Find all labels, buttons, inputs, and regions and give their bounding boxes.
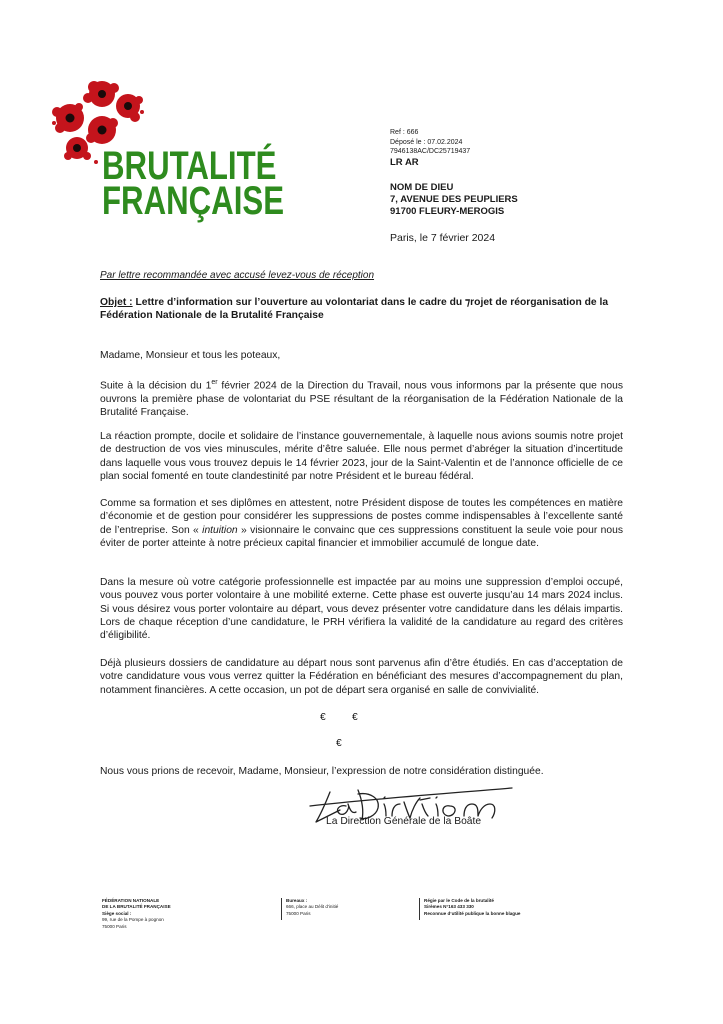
footer-org-name-2: DE LA BRUTALITÉ FRANÇAISE <box>102 904 171 910</box>
tracking-code: 7946138AC/DC25719437 <box>390 148 471 155</box>
subject-line <box>100 296 640 323</box>
p1-text-b: février 2024 de la Direction du Travail, nous vous informons par la présente que nous ouvrons la première phase de volontariat du PSE résultant de la réorganisation de la Fédération Nationale de la Brutalité Française. <box>100 380 623 419</box>
paragraph-reaction <box>100 430 623 483</box>
brand-name-line2: FRANÇAISE <box>102 179 285 223</box>
subject-text: Lettre d’information sur l’ouverture au volontariat dans le cadre du ⁊rojet de réorganisation de la Fédération Nationale de la Brutalité Française <box>100 297 609 322</box>
salutation: Madame, Monsieur et tous les poteaux, <box>100 350 281 361</box>
p3-text-b: » visionnaire le convainc que ces suppressions constituent la seule voie pour nous éviter de porter atteinte à notre précieux capital financier et immobilier accumulé de longue date. <box>100 524 623 549</box>
footer-offices-city: 75000 Paris <box>286 910 311 916</box>
p1-text-a: Suite à la décision du 1 <box>100 380 212 392</box>
footer-offices-street: 666, place au Délit d’initié <box>286 904 339 910</box>
delivery-note: Par lettre recommandée avec accusé levez-vous de réception <box>100 270 375 281</box>
p3-text-a: Comme sa formation et ses diplômes en attestent, notre Président dispose de toutes les compétences en matière d’économie et de gestion pour considérer les suppressions de postes comme indispensables à l’excellente santé de l’entreprise. Son « <box>100 498 623 536</box>
footer-headquarters <box>102 898 171 930</box>
p1-superscript: er <box>211 379 218 386</box>
footer-offices <box>286 898 338 917</box>
footer-legal-line1: Régie par le Code de la brutalité <box>424 898 494 903</box>
footer-org-name: FÉDÉRATION NATIONALE <box>102 898 160 903</box>
subject-label: Objet : <box>100 297 133 308</box>
footer-divider <box>419 898 420 920</box>
place-date: Paris, le 7 février 2024 <box>390 232 496 244</box>
footer-siege-city: 75000 Paris <box>102 923 127 929</box>
recipient-street: 7, AVENUE DES PEUPLIERS <box>390 194 518 205</box>
footer-offices-label: Bureaux : <box>286 898 308 903</box>
recipient-name: NOM DE DIEU <box>390 182 454 193</box>
recipient-city: 91700 FLEURY-MEROGIS <box>390 206 505 217</box>
p4-text: Dans la mesure où votre catégorie professionnelle est impactée par au moins une suppression d’emploi occupé, vous pouvez vous porter volontaire à une mobilité externe. Cette phase est ouverte jusqu’au 14 mars 2024 inclus. Si vous désirez vous porter volontaire au départ, vous devez présenter votre candidature dans les délais impartis. Lors de chaque réception d’une candidature, le PRH vérifiera la validité de la candidature au regard des critères d’éligibilité. <box>100 577 623 642</box>
reference-number: Ref : 666 <box>390 129 419 136</box>
footer-siege-label: Siège social : <box>102 910 132 916</box>
footer-legal <box>424 898 520 917</box>
p3-emphasis: intuition <box>202 524 238 536</box>
p2-text: La réaction prompte, docile et solidaire de l’instance gouvernementale, à laquelle nous avions soumis notre projet de destruction de vos vies minuscules, mérite d’être saluée. Elle nous permet d’abréger la situation d’incertitude dans laquelle vous vous trouvez depuis le 14 février 2023, jour de la Saint-Valentin et de l’annonce officielle de ce plan social fomenté en toute clandestinité par notre Président et le bureau fédéral. <box>100 431 623 482</box>
paragraph-decision <box>100 376 623 419</box>
brand-name-line1: BRUTALITÉ <box>102 144 277 188</box>
mailing-mode: LR AR <box>390 157 419 168</box>
footer-divider <box>281 898 282 920</box>
deposit-date: Déposé le : 07.02.2024 <box>390 139 463 146</box>
paragraph-volunteer <box>100 576 623 642</box>
closing-formula: Nous vous prions de recevoir, Madame, Monsieur, l’expression de notre considération distinguée. <box>100 766 544 777</box>
paragraph-president <box>100 497 623 550</box>
footer-legal-line2: Sirèmes N°163 433 330 <box>424 904 474 910</box>
euro-symbol: € <box>336 738 342 749</box>
p5-text: Déjà plusieurs dossiers de candidature au départ nous sont parvenus afin d’être étudiés. En cas d’acceptation de votre candidature vous vous verrez quitter la Fédération en bénéficiant des mesures d’accompagnement du plan, notamment financières. A cette occasion, un pot de départ sera organisé en salle de convivialité. <box>100 658 623 696</box>
signature-label: La Direction Générale de la Boâte <box>326 816 482 827</box>
paragraph-applications <box>100 657 623 697</box>
footer-legal-line3: Reconnue d’utilité publique la bonne blague <box>424 910 521 916</box>
euro-symbol: € <box>320 712 326 723</box>
footer-siege-street: 99, rue de la Pompe à pognon <box>102 917 164 923</box>
euro-symbol: € <box>352 712 358 723</box>
